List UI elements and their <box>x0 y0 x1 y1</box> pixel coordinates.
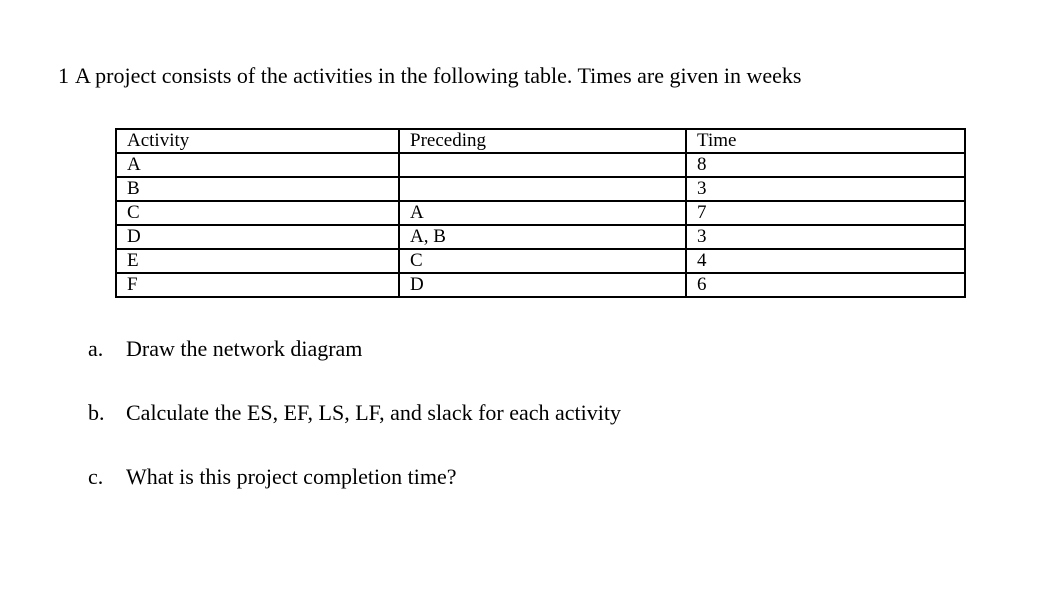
preceding-cell: A <box>399 201 686 225</box>
header-preceding: Preceding <box>399 129 686 153</box>
activity-cell: F <box>116 273 399 297</box>
time-cell: 3 <box>686 177 965 201</box>
part-text: Calculate the ES, EF, LS, LF, and slack for each activity <box>126 400 622 425</box>
activities-table <box>115 128 966 298</box>
table-row <box>116 177 965 201</box>
part-letter: a. <box>88 336 104 361</box>
preceding-cell <box>399 153 686 177</box>
part-a <box>88 335 362 363</box>
question-text: A project consists of the activities in the following table. Times are given in weeks <box>75 63 802 88</box>
preceding-cell: D <box>399 273 686 297</box>
activity-cell: A <box>116 153 399 177</box>
header-activity: Activity <box>116 129 399 153</box>
preceding-cell: A, B <box>399 225 686 249</box>
time-cell: 6 <box>686 273 965 297</box>
part-b <box>88 399 621 427</box>
part-text: What is this project completion time? <box>126 464 457 489</box>
time-cell: 3 <box>686 225 965 249</box>
part-c <box>88 463 457 491</box>
time-cell: 8 <box>686 153 965 177</box>
question-number: 1 <box>58 63 69 88</box>
preceding-cell: C <box>399 249 686 273</box>
preceding-cell <box>399 177 686 201</box>
table-header-row <box>116 129 965 153</box>
table-row <box>116 225 965 249</box>
part-text: Draw the network diagram <box>126 336 363 361</box>
header-time: Time <box>686 129 965 153</box>
table-row <box>116 249 965 273</box>
part-letter: b. <box>88 400 105 425</box>
time-cell: 4 <box>686 249 965 273</box>
table-row <box>116 201 965 225</box>
activity-cell: C <box>116 201 399 225</box>
time-cell: 7 <box>686 201 965 225</box>
table-row <box>116 153 965 177</box>
question-heading <box>58 62 801 90</box>
activity-cell: D <box>116 225 399 249</box>
activity-cell: E <box>116 249 399 273</box>
table-row <box>116 273 965 297</box>
activity-cell: B <box>116 177 399 201</box>
part-letter: c. <box>88 464 104 489</box>
